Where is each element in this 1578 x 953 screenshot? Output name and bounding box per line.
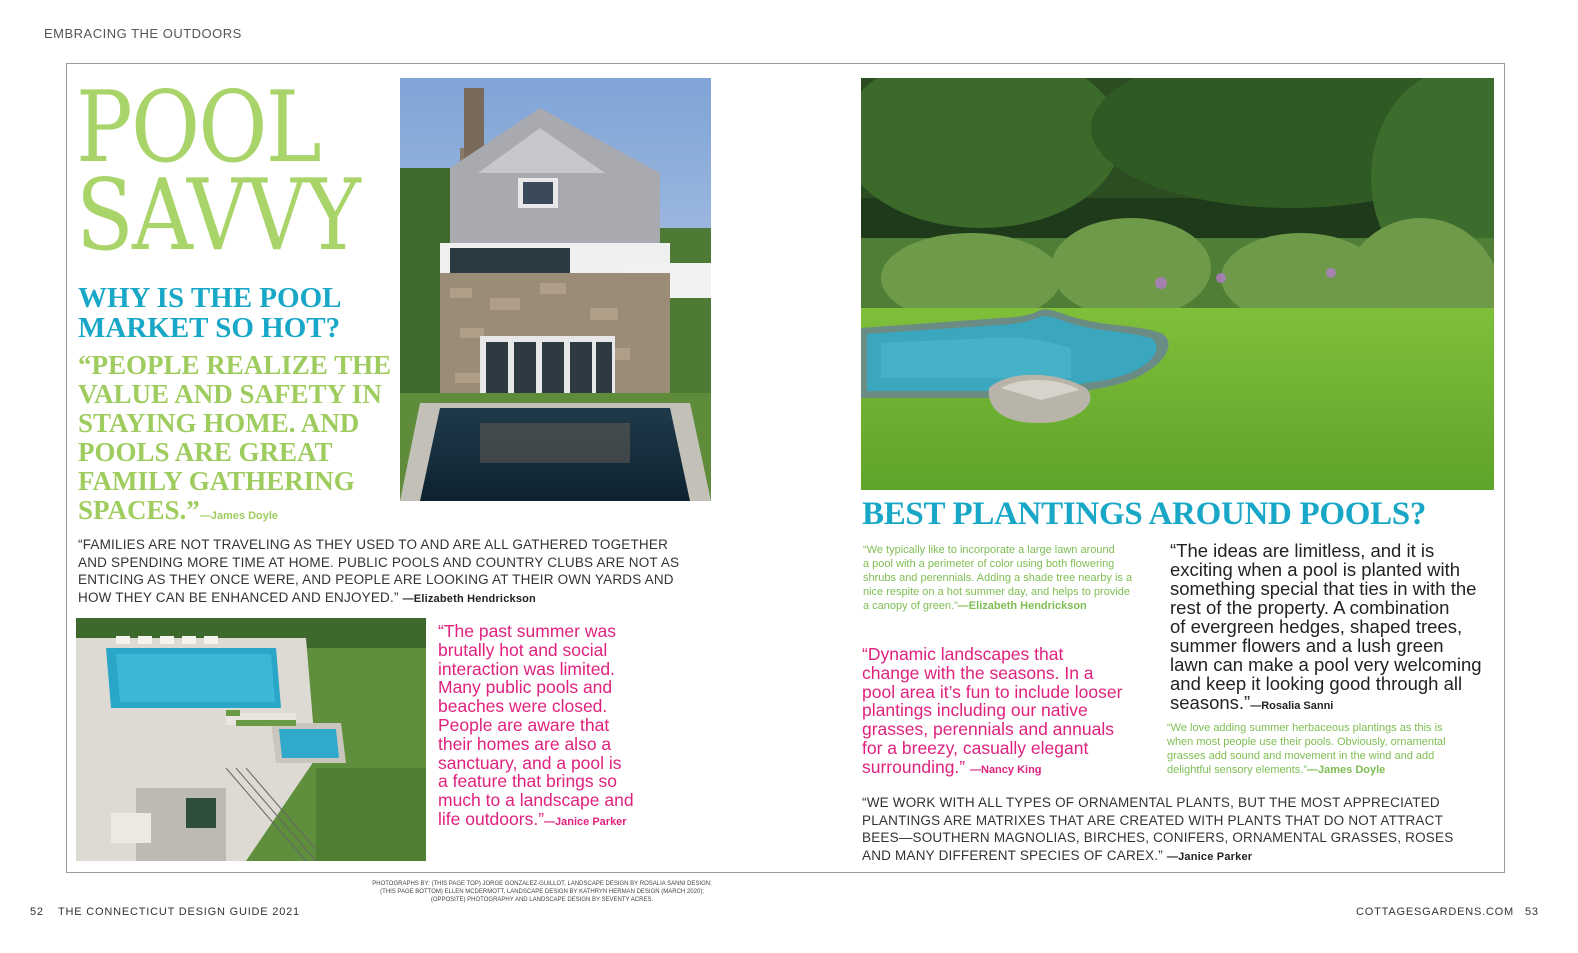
quote-line: a feature that brings so	[438, 771, 617, 792]
quote-line: when most people use their pools. Obviously, ornamental	[1167, 736, 1446, 748]
quote-line: pool area it’s fun to include looser	[862, 681, 1123, 702]
quote-line: People are aware that	[438, 714, 610, 735]
quote-line: rest of the property. A combination	[1170, 597, 1450, 618]
quote-parker-caps	[862, 794, 1492, 866]
quote-line: SPACES.”	[78, 495, 200, 525]
title-line-savvy: SAVVY	[76, 159, 360, 273]
q1-line1: WHY IS THE POOL	[78, 282, 342, 314]
quote-line: a pool with a perimeter of color using both flowering	[863, 558, 1115, 570]
quote-hendrickson-caps	[78, 536, 708, 608]
attribution: —Janice Parker	[544, 815, 627, 828]
footer-publication-title: THE CONNECTICUT DESIGN GUIDE 2021	[58, 906, 300, 918]
quote-parker-pink	[438, 622, 678, 832]
quote-line: grasses, perennials and annuals	[862, 719, 1114, 740]
quote-line: grasses add sound and movement in the wind and add	[1167, 750, 1435, 762]
quote-line: and keep it looking good through all	[1170, 673, 1463, 694]
attribution: —Nancy King	[970, 763, 1042, 776]
photo-credits	[362, 880, 722, 904]
quote-line: life outdoors.”	[438, 808, 545, 829]
quote-line: brutally hot and social	[438, 639, 608, 660]
credit-line: (THIS PAGE BOTTOM) ELLEN MCDERMOTT, LANDSCAPE DESIGN BY KATHRYN HERMAN DESIGN (MARCH 2020);	[380, 889, 704, 895]
aerial-pool-photo	[76, 618, 426, 861]
quote-line: much to a landscape and	[438, 790, 634, 811]
quote-line: nice respite on a hot summer day, and helps to provide	[863, 586, 1131, 598]
question-heading-2: BEST PLANTINGS AROUND POOLS?	[862, 496, 1427, 532]
quote-line: sanctuary, and a pool is	[438, 752, 622, 773]
attribution: —James Doyle	[199, 510, 279, 522]
quote-line: ENTICING AS THEY ONCE WERE, AND PEOPLE ARE LOOKING AT THEIR OWN YARDS AND	[78, 572, 674, 587]
quote-doyle-large	[78, 351, 398, 531]
question-heading-1	[78, 283, 341, 343]
quote-line: FAMILY GATHERING	[78, 466, 355, 496]
quote-line: “FAMILIES ARE NOT TRAVELING AS THEY USED TO AND ARE ALL GATHERED TOGETHER	[78, 537, 669, 552]
quote-line: shrubs and perennials. Adding a shade tree nearby is a	[863, 572, 1133, 584]
title-line-pool: POOL	[76, 71, 320, 185]
quote-line: STAYING HOME. AND	[78, 408, 360, 438]
quote-line: lawn can make a pool very welcoming	[1170, 654, 1482, 675]
q1-line2: MARKET SO HOT?	[78, 312, 341, 344]
footer-website: COTTAGESGARDENS.COM	[1356, 906, 1515, 918]
quote-line: “WE WORK WITH ALL TYPES OF ORNAMENTAL PLANTS, BUT THE MOST APPRECIATED	[862, 795, 1440, 810]
footer-left-page-number: 52	[30, 906, 44, 918]
quote-line: plantings including our native	[862, 700, 1088, 721]
quote-line: “Dynamic landscapes that	[862, 644, 1064, 664]
credit-line: PHOTOGRAPHS BY: (THIS PAGE TOP) JORGE GONZALEZ-GUILLOT, LANDSCAPE DESIGN BY ROSALIA SANNI DESIGN;	[372, 881, 712, 887]
footer-right-page-number: 53	[1525, 906, 1539, 918]
quote-line: POOLS ARE GREAT	[78, 437, 333, 467]
attribution: —Rosalia Sanni	[1250, 700, 1334, 712]
attribution: —James Doyle	[1307, 764, 1386, 776]
quote-hendrickson-small	[863, 543, 1163, 613]
quote-line: “We love adding summer herbaceous plantings as this is	[1167, 722, 1443, 734]
quote-line: HOW THEY CAN BE ENHANCED AND ENJOYED.”	[78, 589, 399, 605]
quote-sanni	[1170, 541, 1500, 716]
quote-line: VALUE AND SAFETY IN	[78, 379, 382, 409]
quote-line: “PEOPLE REALIZE THE	[78, 350, 392, 380]
quote-line: of evergreen hedges, shaped trees,	[1170, 616, 1463, 637]
quote-line: Many public pools and	[438, 677, 613, 698]
quote-line: their homes are also a	[438, 733, 612, 754]
quote-line: seasons.”	[1170, 692, 1251, 713]
quote-line: PLANTINGS ARE MATRIXES THAT ARE CREATED WITH PLANTS THAT DO NOT ATTRACT	[862, 812, 1444, 828]
quote-line: AND SPENDING MORE TIME AT HOME. PUBLIC POOLS AND COUNTRY CLUBS ARE NOT AS	[78, 554, 680, 570]
landscape-pool-photo	[861, 78, 1494, 490]
quote-line: exciting when a pool is planted with	[1170, 559, 1461, 580]
quote-line: something special that ties in with the	[1170, 578, 1477, 599]
quote-line: “The ideas are limitless, and it is	[1170, 540, 1435, 561]
house-pool-photo	[400, 78, 711, 501]
attribution: —Elizabeth Hendrickson	[957, 600, 1087, 612]
quote-line: delightful sensory elements.”	[1167, 764, 1308, 776]
quote-king-pink	[862, 645, 1162, 780]
quote-line: summer flowers and a lush green	[1170, 635, 1444, 656]
attribution: —Janice Parker	[1166, 850, 1253, 863]
quote-line: change with the seasons. In a	[862, 662, 1094, 683]
quote-line: AND MANY DIFFERENT SPECIES OF CAREX.”	[862, 847, 1163, 863]
quote-line: “We typically like to incorporate a large lawn around	[863, 544, 1115, 556]
quote-line: “The past summer was	[438, 621, 616, 641]
quote-doyle-small	[1167, 721, 1487, 777]
quote-line: interaction was limited.	[438, 658, 616, 679]
quote-line: BEES—SOUTHERN MAGNOLIAS, BIRCHES, CONIFERS, ORNAMENTAL GRASSES, ROSES	[862, 830, 1454, 845]
quote-line: for a breezy, casually elegant	[862, 737, 1089, 758]
attribution: —Elizabeth Hendrickson	[402, 592, 536, 605]
section-label: EMBRACING THE OUTDOORS	[44, 26, 242, 41]
quote-line: a canopy of green.”	[863, 600, 958, 612]
quote-line: beaches were closed.	[438, 696, 608, 717]
credit-line: (OPPOSITE) PHOTOGRAPHY AND LANDSCAPE DESIGN BY SEVENTY ACRES.	[430, 897, 654, 903]
quote-line: surrounding.”	[862, 756, 966, 777]
